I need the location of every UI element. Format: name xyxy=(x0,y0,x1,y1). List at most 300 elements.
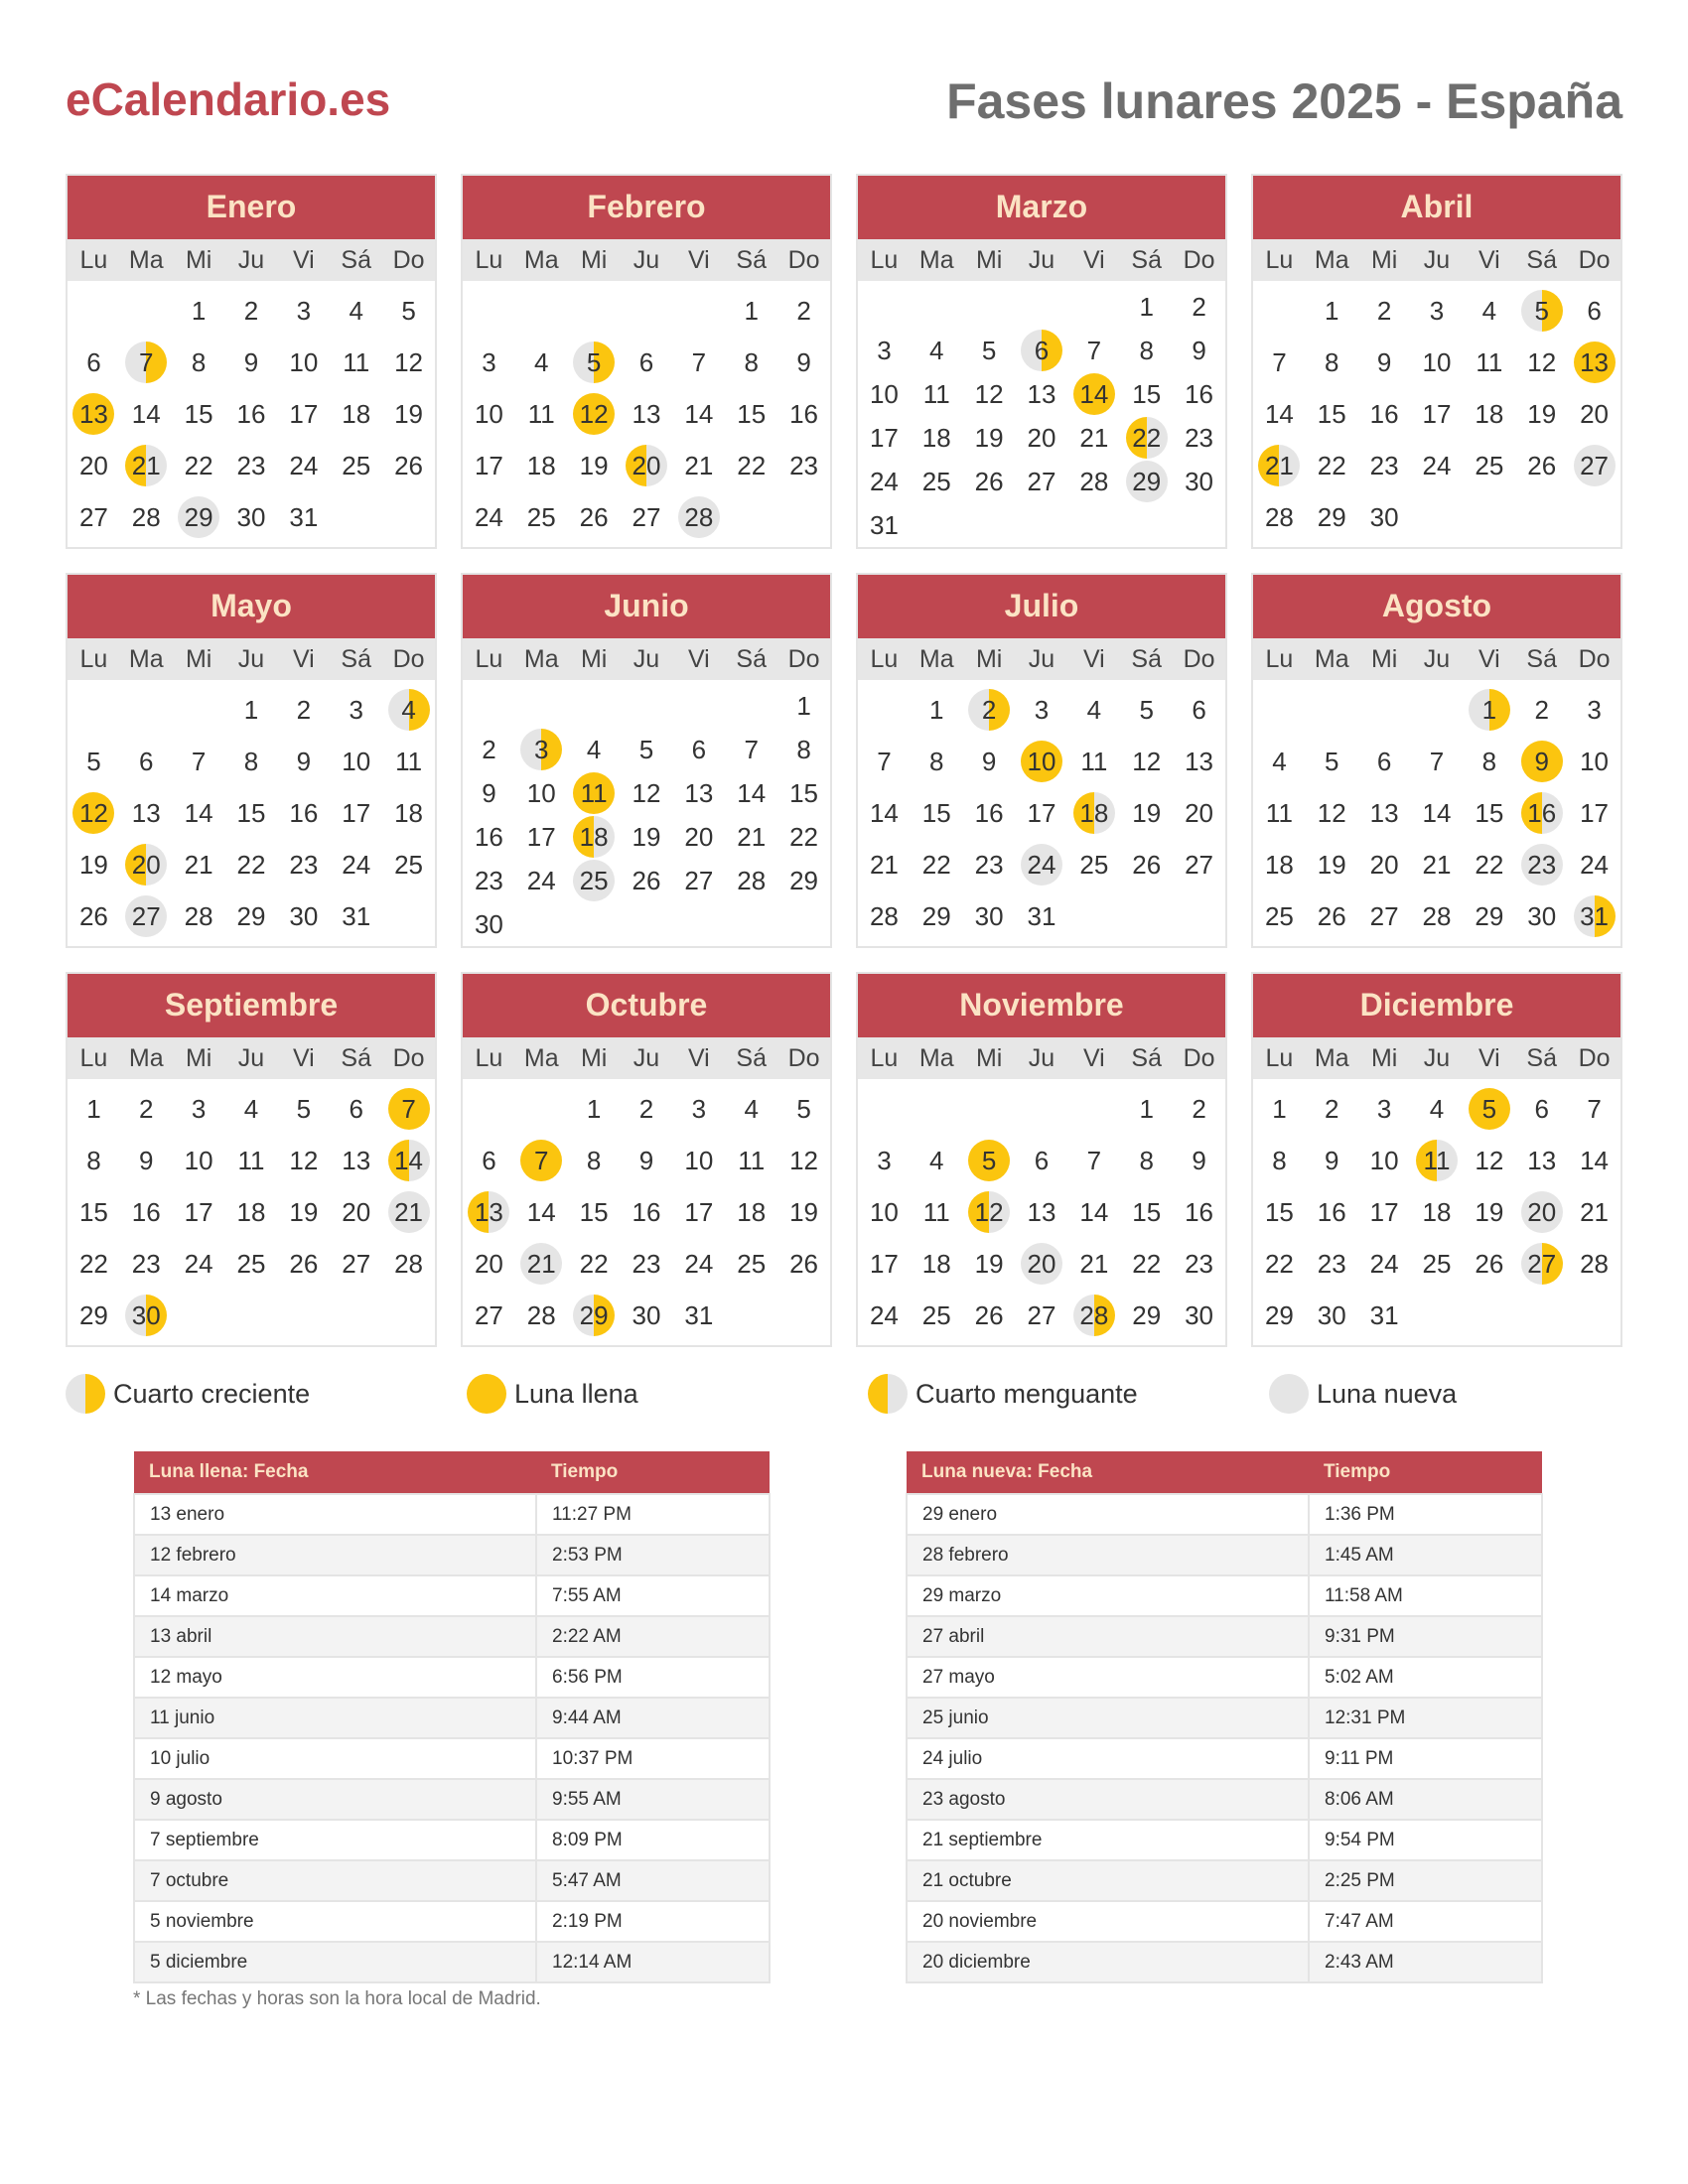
day-cell xyxy=(277,1083,330,1135)
day-cell xyxy=(173,1186,225,1238)
table-row xyxy=(134,1942,770,1982)
full-moon-day: 13 xyxy=(72,393,114,435)
month-name: Diciembre xyxy=(1253,974,1620,1037)
day-cell xyxy=(1253,1290,1306,1341)
day-cell xyxy=(911,372,963,416)
day-grid xyxy=(1253,281,1620,543)
day-cell xyxy=(1173,1135,1225,1186)
day-cell xyxy=(1173,839,1225,890)
day-number: 18 xyxy=(1475,398,1504,429)
day-number: 27 xyxy=(342,1248,371,1279)
weekday-label: Sá xyxy=(341,645,371,673)
legend-full-moon xyxy=(467,1374,638,1414)
day-number: 21 xyxy=(1580,1196,1610,1227)
day-cell xyxy=(1568,787,1620,839)
empty-cell xyxy=(568,285,621,337)
full-moon-day: 9 xyxy=(1521,741,1563,782)
day-cell xyxy=(1515,1083,1568,1135)
day-cell xyxy=(911,329,963,372)
date-cell: 13 abril xyxy=(134,1616,536,1657)
day-number: 4 xyxy=(243,1093,259,1124)
day-cell xyxy=(672,859,725,902)
day-cell xyxy=(1515,388,1568,440)
day-cell xyxy=(277,787,330,839)
day-number: 6 xyxy=(1192,694,1206,725)
day-cell xyxy=(382,1135,435,1186)
weekday-label: Ju xyxy=(237,1044,265,1072)
day-cell xyxy=(1306,440,1358,491)
day-number: 13 xyxy=(1027,1196,1056,1227)
day-cell xyxy=(1568,1083,1620,1135)
day-cell xyxy=(1463,1135,1515,1186)
day-cell xyxy=(1463,684,1515,736)
day-number: 14 xyxy=(184,797,213,828)
time-cell: 12:31 PM xyxy=(1309,1698,1542,1738)
day-cell xyxy=(1411,440,1464,491)
day-cell xyxy=(1358,1186,1411,1238)
weekday-label: Lu xyxy=(1265,645,1294,673)
day-number: 14 xyxy=(869,797,899,828)
day-cell xyxy=(1306,787,1358,839)
day-cell xyxy=(1463,736,1515,787)
day-cell xyxy=(1016,839,1068,890)
day-cell xyxy=(1016,329,1068,372)
day-cell xyxy=(621,728,673,771)
date-cell: 12 febrero xyxy=(134,1535,536,1575)
time-cell: 11:58 AM xyxy=(1309,1575,1542,1616)
day-number: 24 xyxy=(474,501,503,532)
day-number: 23 xyxy=(632,1248,661,1279)
day-cell xyxy=(68,1135,120,1186)
day-number: 12 xyxy=(1527,346,1557,377)
day-cell xyxy=(1515,787,1568,839)
month-calendar xyxy=(1251,174,1622,549)
day-cell xyxy=(382,1083,435,1135)
day-cell xyxy=(1515,1238,1568,1290)
last-quarter-moon-icon xyxy=(868,1374,908,1414)
day-number: 27 xyxy=(78,501,108,532)
month-name: Abril xyxy=(1253,176,1620,239)
day-number: 11 xyxy=(343,346,370,377)
day-cell xyxy=(515,1238,568,1290)
day-cell xyxy=(725,337,777,388)
day-number: 6 xyxy=(691,734,707,764)
weekday-label: Vi xyxy=(687,1044,710,1072)
day-number: 28 xyxy=(184,900,213,931)
table-row xyxy=(907,1738,1542,1779)
empty-cell xyxy=(463,285,515,337)
weekday-label: Mi xyxy=(185,246,212,274)
weekday-label: Lu xyxy=(1265,1044,1294,1072)
day-cell xyxy=(1358,839,1411,890)
day-number: 17 xyxy=(526,821,556,852)
day-cell xyxy=(725,1083,777,1135)
day-number: 26 xyxy=(974,1299,1004,1330)
day-number: 30 xyxy=(1527,900,1557,931)
day-number: 24 xyxy=(684,1248,714,1279)
day-number: 5 xyxy=(86,746,101,776)
day-number: 10 xyxy=(526,777,556,808)
day-number: 14 xyxy=(684,398,714,429)
date-cell: 21 octubre xyxy=(907,1860,1309,1901)
day-number: 24 xyxy=(869,1299,899,1330)
new-moon-table xyxy=(906,1451,1543,1983)
day-number: 20 xyxy=(1580,398,1610,429)
day-number: 17 xyxy=(1422,398,1452,429)
day-cell xyxy=(225,440,278,491)
day-grid xyxy=(858,281,1225,547)
day-cell xyxy=(1173,1186,1225,1238)
day-number: 6 xyxy=(1034,1145,1050,1175)
last-quarter-day: 18 xyxy=(573,816,615,858)
day-cell xyxy=(463,1135,515,1186)
legend-first-quarter xyxy=(66,1374,310,1414)
table-header-row xyxy=(134,1451,770,1494)
day-cell xyxy=(225,1238,278,1290)
weekday-label: Lu xyxy=(79,246,108,274)
day-cell xyxy=(1568,1186,1620,1238)
day-cell xyxy=(463,1238,515,1290)
day-number: 1 xyxy=(1325,295,1339,326)
day-number: 6 xyxy=(638,346,654,377)
day-number: 26 xyxy=(1317,900,1346,931)
day-cell xyxy=(858,416,911,460)
day-number: 21 xyxy=(737,821,767,852)
day-number: 29 xyxy=(789,865,819,895)
day-number: 4 xyxy=(534,346,549,377)
day-grid xyxy=(463,680,830,946)
day-cell xyxy=(1515,684,1568,736)
day-cell xyxy=(963,787,1016,839)
day-cell xyxy=(120,491,173,543)
day-cell xyxy=(621,1290,673,1341)
last-quarter-day: 16 xyxy=(1521,792,1563,834)
day-cell xyxy=(330,1186,382,1238)
table-row xyxy=(134,1616,770,1657)
day-number: 11 xyxy=(1080,746,1108,776)
day-number: 15 xyxy=(78,1196,108,1227)
day-number: 20 xyxy=(342,1196,371,1227)
empty-cell xyxy=(68,285,120,337)
table-row xyxy=(134,1657,770,1698)
time-cell: 6:56 PM xyxy=(536,1657,770,1698)
day-cell xyxy=(1016,460,1068,503)
new-moon-table-body xyxy=(907,1494,1542,1982)
day-cell xyxy=(568,337,621,388)
month-name: Julio xyxy=(858,575,1225,638)
day-cell xyxy=(120,337,173,388)
day-number: 2 xyxy=(1534,694,1549,725)
day-cell xyxy=(911,736,963,787)
weekday-label: Do xyxy=(1578,246,1611,274)
weekday-label: Ju xyxy=(633,246,660,274)
day-number: 10 xyxy=(342,746,371,776)
weekday-label: Mi xyxy=(185,1044,212,1072)
day-number: 24 xyxy=(184,1248,213,1279)
day-grid xyxy=(68,281,435,543)
day-cell xyxy=(1358,337,1411,388)
day-number: 4 xyxy=(1481,295,1497,326)
day-number: 17 xyxy=(1027,797,1056,828)
new-moon-day: 23 xyxy=(1521,844,1563,886)
day-number: 21 xyxy=(1422,849,1452,880)
day-cell xyxy=(1515,1135,1568,1186)
day-number: 27 xyxy=(1369,900,1399,931)
day-number: 26 xyxy=(579,501,609,532)
day-cell xyxy=(568,388,621,440)
legend-new-moon xyxy=(1269,1374,1457,1414)
day-number: 9 xyxy=(139,1145,154,1175)
day-number: 15 xyxy=(1132,378,1162,409)
day-cell xyxy=(1067,1135,1120,1186)
full-moon-day: 7 xyxy=(388,1088,430,1130)
day-cell xyxy=(1358,736,1411,787)
weekday-label: Ma xyxy=(918,1044,954,1072)
day-cell xyxy=(277,890,330,942)
day-cell xyxy=(68,736,120,787)
day-grid xyxy=(463,1079,830,1341)
day-number: 28 xyxy=(737,865,767,895)
day-cell xyxy=(225,1083,278,1135)
day-number: 11 xyxy=(395,746,423,776)
day-number: 21 xyxy=(1079,422,1109,453)
months-grid xyxy=(66,174,1622,1347)
day-number: 15 xyxy=(1264,1196,1294,1227)
day-number: 8 xyxy=(929,746,944,776)
new-moon-day: 21 xyxy=(520,1243,562,1285)
day-number: 21 xyxy=(184,849,213,880)
month-calendar xyxy=(1251,972,1622,1347)
day-number: 6 xyxy=(1534,1093,1549,1124)
day-cell xyxy=(568,728,621,771)
day-cell xyxy=(911,1238,963,1290)
day-number: 22 xyxy=(579,1248,609,1279)
time-cell: 2:22 AM xyxy=(536,1616,770,1657)
time-cell: 8:06 AM xyxy=(1309,1779,1542,1820)
day-cell xyxy=(173,285,225,337)
day-number: 9 xyxy=(638,1145,654,1175)
day-number: 9 xyxy=(1192,335,1206,365)
weekday-label: Ma xyxy=(523,1044,559,1072)
day-number: 8 xyxy=(1139,335,1154,365)
day-number: 1 xyxy=(744,295,759,326)
day-cell xyxy=(568,1290,621,1341)
first-quarter-day: 31 xyxy=(1574,895,1616,937)
day-number: 10 xyxy=(289,346,319,377)
day-number: 2 xyxy=(638,1093,654,1124)
day-number: 15 xyxy=(1317,398,1346,429)
day-cell xyxy=(1306,1083,1358,1135)
month-calendar xyxy=(856,174,1227,549)
day-number: 18 xyxy=(526,450,556,480)
empty-cell xyxy=(568,684,621,728)
day-cell xyxy=(621,440,673,491)
day-cell xyxy=(382,440,435,491)
first-quarter-day: 30 xyxy=(125,1295,167,1336)
day-cell xyxy=(1358,285,1411,337)
time-cell: 5:02 AM xyxy=(1309,1657,1542,1698)
month-calendar xyxy=(461,573,832,948)
day-cell xyxy=(330,787,382,839)
day-number: 7 xyxy=(1272,346,1287,377)
last-quarter-day: 18 xyxy=(1073,792,1115,834)
day-cell xyxy=(777,771,830,815)
day-number: 16 xyxy=(1185,1196,1214,1227)
weekday-label: Ma xyxy=(128,645,164,673)
first-quarter-day: 5 xyxy=(1521,290,1563,332)
table-row xyxy=(134,1698,770,1738)
day-cell xyxy=(515,337,568,388)
month-calendar xyxy=(856,972,1227,1347)
day-cell xyxy=(672,1186,725,1238)
day-cell xyxy=(173,1238,225,1290)
day-number: 8 xyxy=(1325,346,1339,377)
site-logo[interactable]: eCalendario.es xyxy=(66,73,391,125)
day-cell xyxy=(1120,329,1173,372)
day-cell xyxy=(1306,388,1358,440)
first-quarter-day: 3 xyxy=(520,729,562,770)
day-cell xyxy=(1253,388,1306,440)
day-cell xyxy=(225,1135,278,1186)
day-number: 20 xyxy=(684,821,714,852)
day-cell xyxy=(1173,329,1225,372)
day-cell xyxy=(1358,787,1411,839)
day-cell xyxy=(1016,1186,1068,1238)
day-cell xyxy=(1568,1135,1620,1186)
day-cell xyxy=(277,1238,330,1290)
day-number: 22 xyxy=(1317,450,1346,480)
empty-cell xyxy=(1306,684,1358,736)
day-cell xyxy=(463,1186,515,1238)
day-number: 18 xyxy=(236,1196,266,1227)
day-number: 2 xyxy=(1376,295,1392,326)
empty-cell xyxy=(120,285,173,337)
day-cell xyxy=(1120,285,1173,329)
day-number: 2 xyxy=(296,694,312,725)
month-name: Noviembre xyxy=(858,974,1225,1037)
day-number: 11 xyxy=(527,398,555,429)
weekday-header xyxy=(858,239,1225,281)
legend-label: Cuarto menguante xyxy=(915,1378,1138,1409)
day-number: 29 xyxy=(1132,1299,1162,1330)
full-moon-day: 5 xyxy=(1469,1088,1510,1130)
weekday-label: Sá xyxy=(1526,1044,1557,1072)
day-cell xyxy=(1067,1186,1120,1238)
weekday-label: Sá xyxy=(1131,645,1162,673)
day-cell xyxy=(777,1186,830,1238)
day-number: 23 xyxy=(974,849,1004,880)
day-number: 28 xyxy=(1079,466,1109,496)
day-number: 17 xyxy=(1369,1196,1399,1227)
day-cell xyxy=(1358,1290,1411,1341)
legend-label: Luna nueva xyxy=(1317,1378,1458,1409)
day-number: 21 xyxy=(684,450,714,480)
day-cell xyxy=(1568,684,1620,736)
day-number: 18 xyxy=(1422,1196,1452,1227)
day-number: 15 xyxy=(1475,797,1504,828)
date-cell: 20 noviembre xyxy=(907,1901,1309,1942)
day-cell xyxy=(120,1238,173,1290)
day-cell xyxy=(1173,372,1225,416)
day-cell xyxy=(1411,1186,1464,1238)
day-cell xyxy=(568,1083,621,1135)
date-cell: 14 marzo xyxy=(134,1575,536,1616)
day-cell xyxy=(1253,890,1306,942)
day-cell xyxy=(463,859,515,902)
day-number: 5 xyxy=(796,1093,811,1124)
day-number: 22 xyxy=(789,821,819,852)
day-number: 15 xyxy=(579,1196,609,1227)
day-cell xyxy=(725,1238,777,1290)
table-row xyxy=(907,1779,1542,1820)
day-cell xyxy=(1568,285,1620,337)
empty-cell xyxy=(672,285,725,337)
day-number: 20 xyxy=(1185,797,1214,828)
day-cell xyxy=(515,1135,568,1186)
weekday-label: Ju xyxy=(1423,1044,1451,1072)
day-cell xyxy=(382,736,435,787)
full-moon-icon xyxy=(467,1374,506,1414)
weekday-label: Vi xyxy=(1477,1044,1500,1072)
date-cell: 23 agosto xyxy=(907,1779,1309,1820)
day-number: 19 xyxy=(1132,797,1162,828)
day-number: 6 xyxy=(1376,746,1392,776)
day-number: 22 xyxy=(236,849,266,880)
weekday-label: Do xyxy=(1578,645,1611,673)
day-number: 17 xyxy=(289,398,319,429)
day-number: 27 xyxy=(1185,849,1214,880)
weekday-label: Ju xyxy=(1423,645,1451,673)
last-quarter-day: 21 xyxy=(125,445,167,486)
day-number: 23 xyxy=(236,450,266,480)
day-cell xyxy=(858,460,911,503)
time-cell: 9:55 AM xyxy=(536,1779,770,1820)
weekday-label: Vi xyxy=(292,645,315,673)
day-number: 1 xyxy=(929,694,944,725)
day-cell xyxy=(120,1083,173,1135)
day-cell xyxy=(1253,1083,1306,1135)
day-cell xyxy=(672,1238,725,1290)
day-grid xyxy=(68,680,435,942)
table-row xyxy=(907,1901,1542,1942)
day-number: 3 xyxy=(191,1093,207,1124)
first-quarter-day: 29 xyxy=(573,1295,615,1336)
day-cell xyxy=(1463,890,1515,942)
day-number: 24 xyxy=(1369,1248,1399,1279)
day-number: 12 xyxy=(1317,797,1346,828)
day-cell xyxy=(1253,1238,1306,1290)
day-cell xyxy=(277,285,330,337)
day-cell xyxy=(515,440,568,491)
first-quarter-moon-icon xyxy=(66,1374,105,1414)
day-number: 3 xyxy=(482,346,496,377)
date-cell: 11 junio xyxy=(134,1698,536,1738)
day-cell xyxy=(1515,839,1568,890)
empty-cell xyxy=(463,1083,515,1135)
time-cell: 5:47 AM xyxy=(536,1860,770,1901)
day-cell xyxy=(725,771,777,815)
day-number: 1 xyxy=(243,694,259,725)
day-number: 1 xyxy=(796,690,811,721)
day-cell xyxy=(621,1238,673,1290)
day-cell xyxy=(1568,337,1620,388)
day-number: 3 xyxy=(691,1093,707,1124)
day-cell xyxy=(1568,1238,1620,1290)
day-number: 26 xyxy=(974,466,1004,496)
day-cell xyxy=(858,1238,911,1290)
day-number: 26 xyxy=(1475,1248,1504,1279)
day-cell xyxy=(672,337,725,388)
